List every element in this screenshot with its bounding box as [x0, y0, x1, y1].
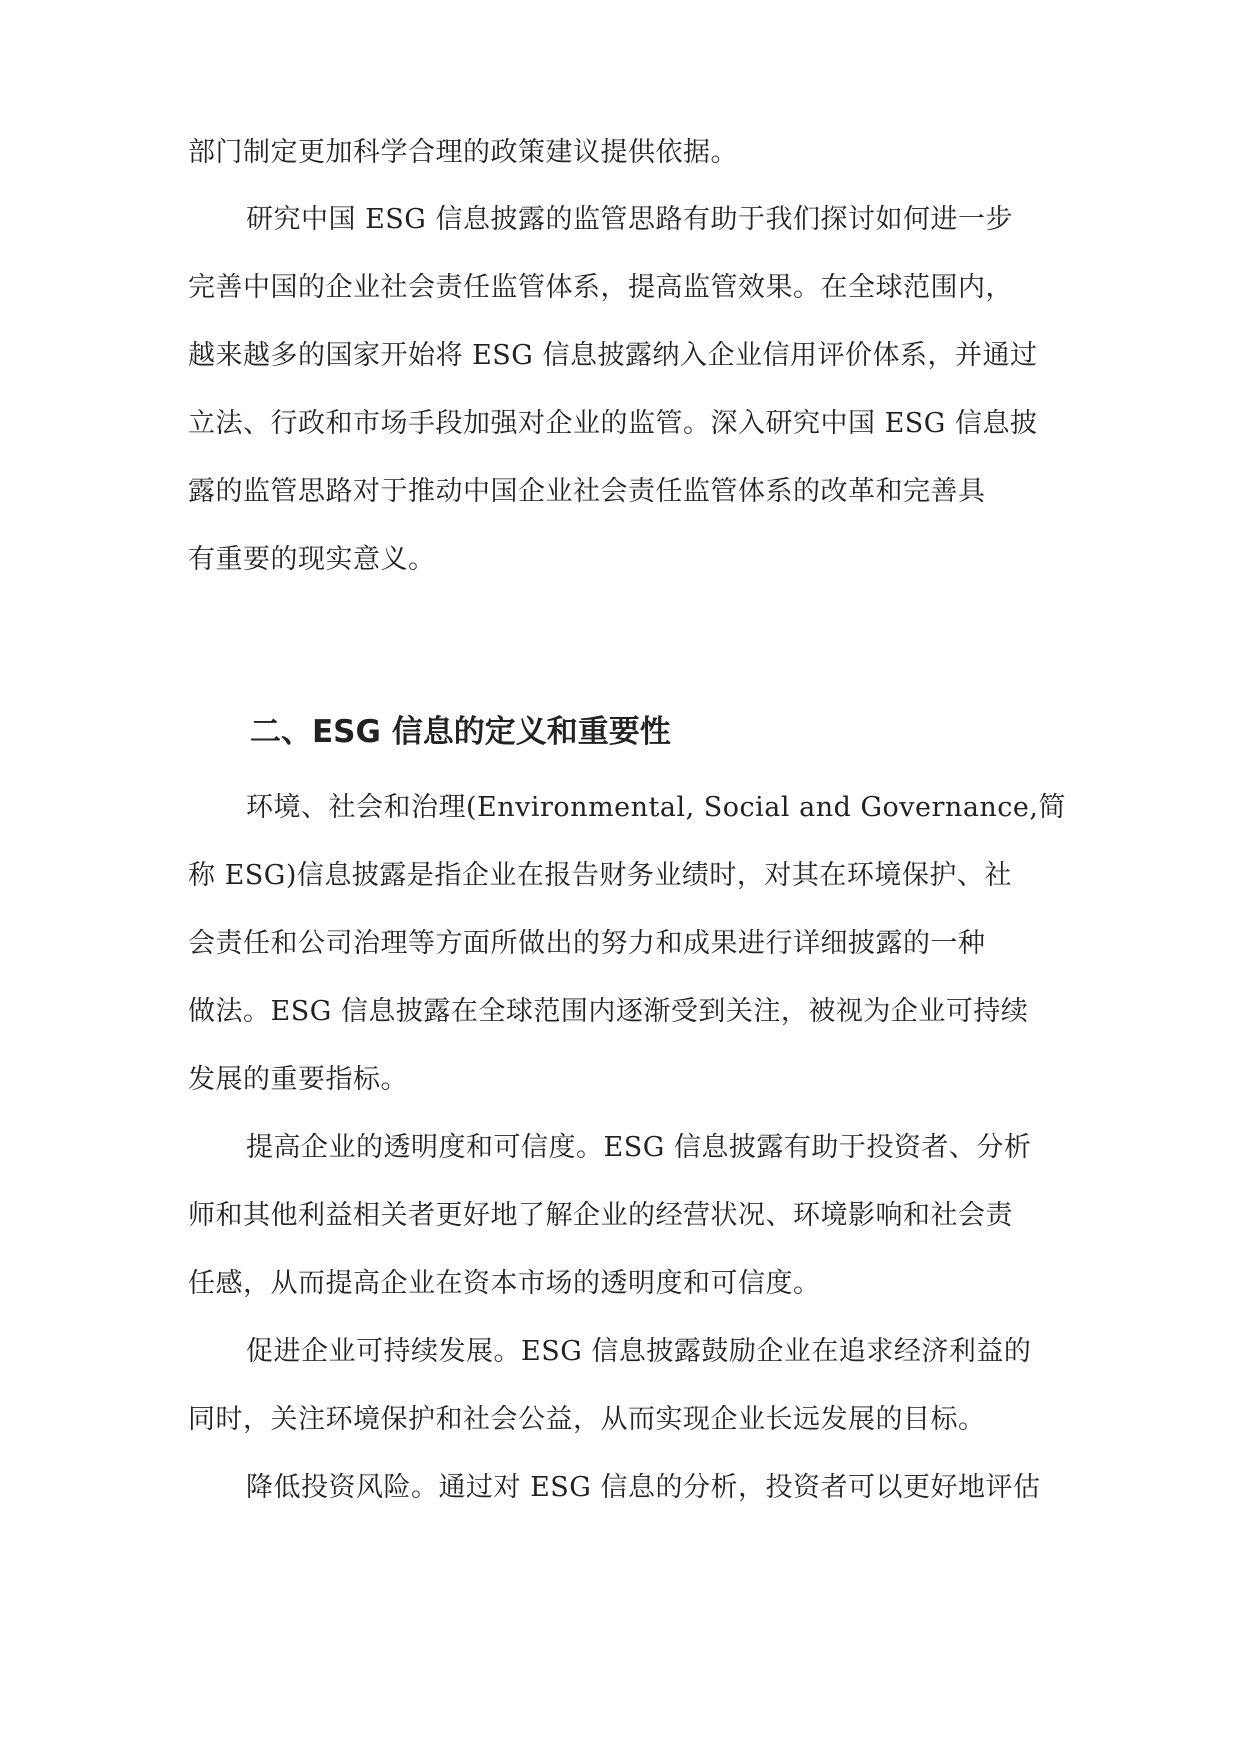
section-heading: 二、ESG 信息的定义和重要性: [250, 714, 671, 750]
paragraph-line: 完善中国的企业社会责任监管体系，提高监管效果。在全球范围内，: [188, 272, 1013, 303]
paragraph-line: 降低投资风险。通过对 ESG 信息的分析，投资者可以更好地评估: [246, 1472, 1041, 1503]
paragraph-line: 立法、行政和市场手段加强对企业的监管。深入研究中国 ESG 信息披: [188, 408, 1038, 439]
paragraph-line: 会责任和公司治理等方面所做出的努力和成果进行详细披露的一种: [188, 928, 986, 959]
paragraph-line: 任感，从而提高企业在资本市场的透明度和可信度。: [188, 1268, 821, 1299]
paragraph-line: 露的监管思路对于推动中国企业社会责任监管体系的改革和完善具: [188, 476, 986, 507]
paragraph-line: 环境、社会和治理(Environmental, Social and Governance,简: [246, 792, 1066, 823]
paragraph-line: 提高企业的透明度和可信度。ESG 信息披露有助于投资者、分析: [246, 1132, 1032, 1163]
paragraph-line: 称 ESG)信息披露是指企业在报告财务业绩时，对其在环境保护、社: [188, 860, 1012, 891]
paragraph-line: 做法。ESG 信息披露在全球范围内逐渐受到关注，被视为企业可持续: [188, 996, 1029, 1027]
paragraph-line: 研究中国 ESG 信息披露的监管思路有助于我们探讨如何进一步: [246, 204, 1013, 235]
paragraph-line: 部门制定更加科学合理的政策建议提供依据。: [188, 137, 738, 168]
paragraph-line: 越来越多的国家开始将 ESG 信息披露纳入企业信用评价体系，并通过: [188, 340, 1038, 371]
paragraph-line: 促进企业可持续发展。ESG 信息披露鼓励企业在追求经济利益的: [246, 1336, 1032, 1367]
paragraph-line: 发展的重要指标。: [188, 1064, 408, 1095]
paragraph-line: 同时，关注环境保护和社会公益，从而实现企业长远发展的目标。: [188, 1404, 986, 1435]
paragraph-line: 有重要的现实意义。: [188, 544, 436, 575]
paragraph-line: 师和其他利益相关者更好地了解企业的经营状况、环境影响和社会责: [188, 1200, 1013, 1231]
